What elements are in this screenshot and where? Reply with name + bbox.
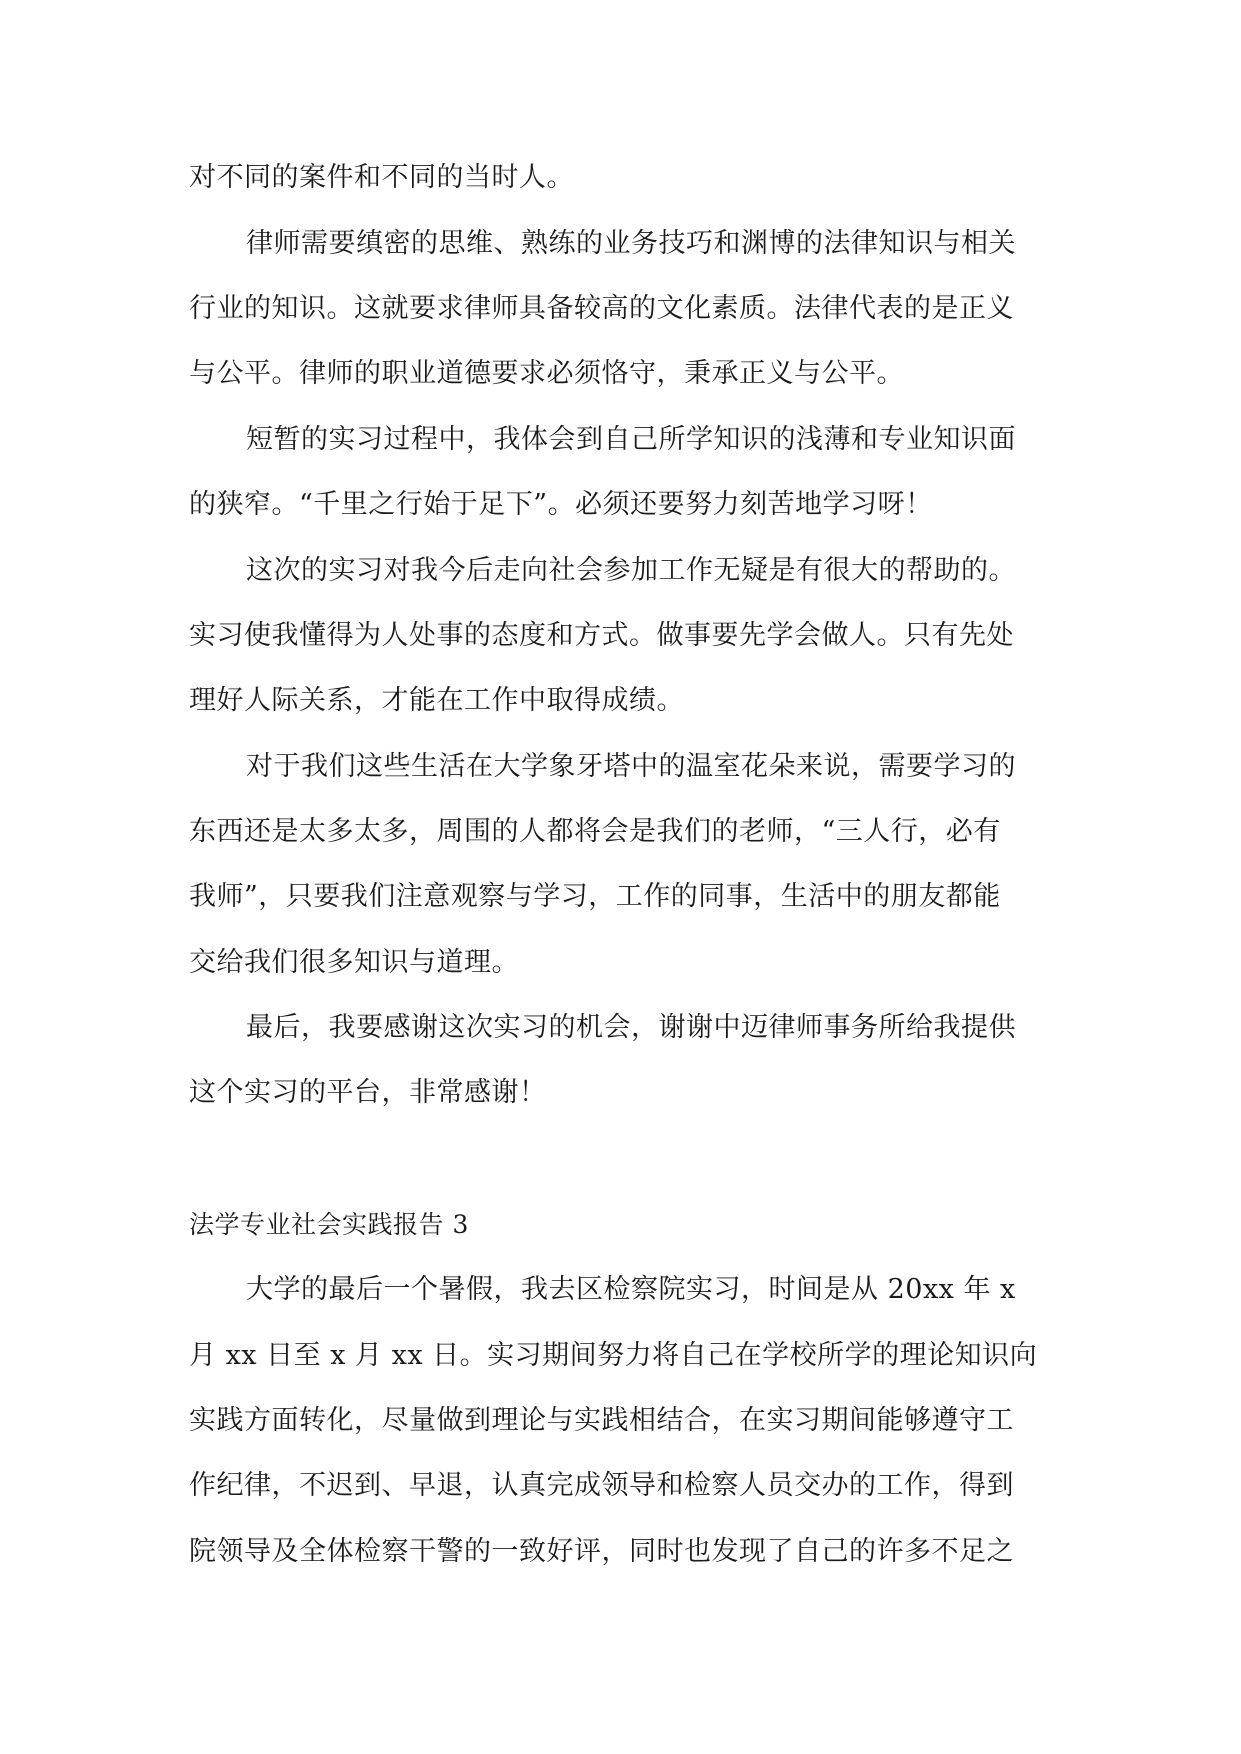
paragraph-first-line: 对于我们这些生活在大学象牙塔中的温室花朵来说，需要学习的 [246,751,1016,782]
text-line: 对不同的案件和不同的当时人。 [189,162,574,193]
text-line: 交给我们很多知识与道理。 [189,947,519,978]
text-line: 我师”，只要我们注意观察与学习，工作的同事，生活中的朋友都能 [189,881,1001,912]
text-line: 东西还是太多太多，周围的人都将会是我们的老师，“三人行，必有 [189,816,1001,847]
section-heading: 法学专业社会实践报告 3 [189,1210,469,1239]
paragraph-first-line: 这次的实习对我今后走向社会参加工作无疑是有很大的帮助的。 [246,555,1016,586]
text-line: 行业的知识。这就要求律师具备较高的文化素质。法律代表的是正义 [189,293,1014,324]
paragraph-first-line: 律师需要缜密的思维、熟练的业务技巧和渊博的法律知识与相关 [246,228,1016,259]
text-line: 实践方面转化，尽量做到理论与实践相结合，在实习期间能够遵守工 [189,1405,1014,1436]
text-line: 这个实习的平台，非常感谢！ [189,1077,547,1108]
paragraph-first-line: 最后，我要感谢这次实习的机会，谢谢中迈律师事务所给我提供 [246,1012,1016,1043]
text-line: 理好人际关系，才能在工作中取得成绩。 [189,685,684,716]
text-line: 院领导及全体检察干警的一致好评，同时也发现了自己的许多不足之 [189,1536,1014,1567]
text-line: 与公平。律师的职业道德要求必须恪守，秉承正义与公平。 [189,358,904,389]
text-line: 作纪律，不迟到、早退，认真完成领导和检察人员交办的工作，得到 [189,1470,1014,1501]
text-line: 实习使我懂得为人处事的态度和方式。做事要先学会做人。只有先处 [189,620,1014,651]
paragraph-first-line: 短暂的实习过程中，我体会到自己所学知识的浅薄和专业知识面 [246,424,1016,455]
paragraph-first-line: 大学的最后一个暑假，我去区检察院实习，时间是从 20xx 年 x [246,1274,1016,1305]
text-line: 的狭窄。“千里之行始于足下”。必须还要努力刻苦地学习呀！ [189,489,933,520]
text-line: 月 xx 日至 x 月 xx 日。实习期间努力将自己在学校所学的理论知识向 [189,1340,1038,1371]
